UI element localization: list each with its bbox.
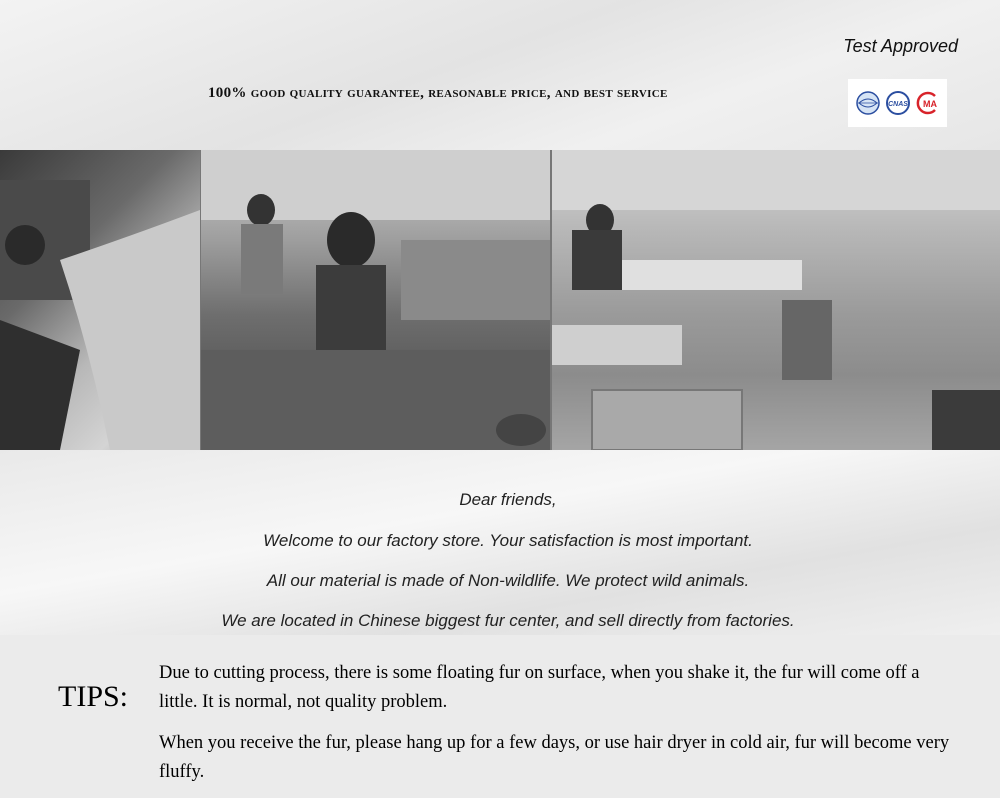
tips-section <box>0 635 1000 798</box>
workers-cutting-fur-photo <box>201 150 550 450</box>
quality-guarantee-text: 100% good quality guarantee, reasonable price, and best service <box>208 85 668 101</box>
message-line: Welcome to our factory store. Your satisfaction is most important. <box>263 531 753 550</box>
sewing-worker-closeup-photo <box>0 150 200 450</box>
cnas-icon <box>885 90 911 116</box>
header-banner <box>0 0 1000 150</box>
cnas-label: CNAS <box>887 101 908 108</box>
tip-item: When you receive the fur, please hang up for a few days, or use hair dryer in cold air, fur will become very fluffy. <box>159 733 950 782</box>
welcome-message <box>0 450 1000 635</box>
tip-item: Due to cutting process, there is some floating fur on surface, when you shake it, the fur will come off a little. It is normal, not quality problem. <box>159 663 920 712</box>
factory-photo-strip <box>0 150 1000 450</box>
tips-heading: TIPS: <box>58 680 129 713</box>
cma-icon <box>915 90 941 116</box>
cert-badge-1-icon <box>855 90 881 116</box>
test-approved-label: Test Approved <box>843 36 958 56</box>
message-line: We are located in Chinese biggest fur center, and sell directly from factories. <box>221 611 795 630</box>
factory-floor-overview-photo <box>552 150 1000 450</box>
message-line: All our material is made of Non-wildlife. We protect wild animals. <box>266 571 750 590</box>
message-line: Dear friends, <box>459 490 557 509</box>
certification-badges <box>848 79 947 127</box>
cma-label: MA <box>922 99 937 109</box>
